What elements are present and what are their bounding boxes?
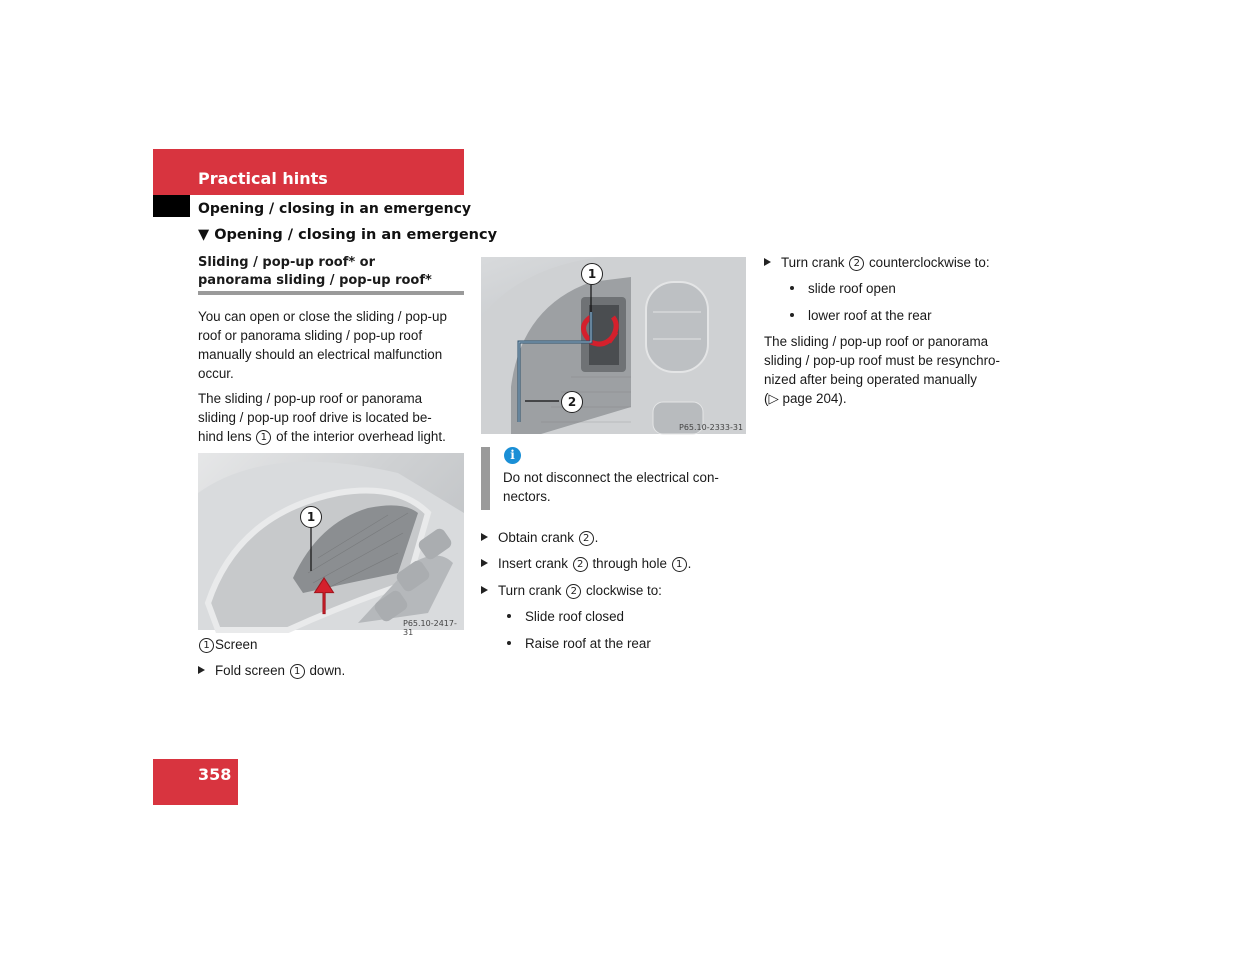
text-line: You can open or close the sliding / pop-up (198, 309, 447, 324)
text-span: . (687, 556, 692, 571)
callout-ref-2: 2 (573, 557, 588, 572)
bullet-dot (507, 641, 511, 645)
step-arrow-icon (764, 258, 771, 266)
legend-text: Screen (215, 637, 258, 652)
photo2-callout-1: 1 (581, 263, 603, 285)
text-line: occur. (198, 366, 234, 381)
text-line (198, 427, 473, 446)
subsection-title: Opening / closing in an emergency (198, 201, 472, 217)
bullet-dot (790, 313, 794, 317)
callout-ref-2: 2 (579, 531, 594, 546)
text-span: down. (309, 663, 346, 678)
bullet-text: slide roof open (808, 281, 896, 296)
col3-paragraph (764, 332, 1029, 408)
text-line: nized after being operated manually (764, 372, 977, 387)
text-line: nectors. (503, 489, 551, 504)
section-marker-block (153, 195, 190, 217)
col2-step-1 (481, 528, 598, 547)
col2-bullet-2 (507, 634, 651, 653)
page-reference[interactable]: (▷ page 204). (764, 391, 847, 406)
note-text (503, 468, 743, 506)
legend-number-1: 1 (199, 638, 214, 653)
subhead-rule (198, 291, 464, 295)
text-span: Obtain crank (498, 530, 574, 545)
col2-step-3 (481, 581, 662, 600)
step-arrow-icon (481, 559, 488, 567)
callout-ref-1: 1 (256, 430, 271, 445)
info-icon (504, 447, 521, 464)
photo1-legend (198, 635, 257, 654)
info-glyph: i (510, 448, 515, 462)
text-span: clockwise to: (585, 583, 662, 598)
heading-triangle-icon: ▼ (198, 227, 210, 243)
col3-step (764, 253, 990, 272)
note-bar (481, 447, 490, 510)
text-span: hind lens (198, 429, 252, 444)
overhead-light-photo (198, 453, 464, 637)
step-arrow-icon (198, 666, 205, 674)
step-arrow-icon (481, 533, 488, 541)
callout-ref-1: 1 (290, 664, 305, 679)
text-span: through hole (592, 556, 667, 571)
bullet-text: lower roof at the rear (808, 308, 932, 323)
photo1-code: P65.10-2417-31 (403, 619, 457, 637)
page-ref-text: page 204). (782, 391, 847, 406)
photo1-callout-1: 1 (300, 506, 322, 528)
text-line: sliding / pop-up roof drive is located be- (198, 410, 432, 425)
text-span: Turn crank (498, 583, 562, 598)
bullet-text: Raise roof at the rear (525, 636, 651, 651)
text-line: sliding / pop-up roof must be resynchro- (764, 353, 1000, 368)
photo2-code: P65.10-2333-31 (679, 423, 744, 432)
page-number: 358 (198, 765, 232, 784)
crank-photo (481, 257, 746, 434)
text-line: manually should an electrical malfunction (198, 347, 443, 362)
section-title: Practical hints (198, 169, 328, 188)
col2-bullet-1 (507, 607, 624, 626)
callout-ref-2: 2 (566, 584, 581, 599)
text-span: Fold screen (215, 663, 285, 678)
text-line: Do not disconnect the electrical con- (503, 470, 719, 485)
heading-title: Opening / closing in an emergency (214, 227, 498, 243)
overhead-light-illustration (198, 453, 464, 630)
photo2-callout-2: 2 (561, 391, 583, 413)
text-span: of the interior overhead light. (276, 429, 446, 444)
col1-subhead: Sliding / pop-up roof* or panorama sliding / pop-up roof* (198, 255, 432, 288)
text-span: Turn crank (781, 255, 845, 270)
step-arrow-icon (481, 586, 488, 594)
col1-paragraph-1 (198, 307, 468, 383)
col3-bullet-1 (790, 279, 896, 298)
text-span: Insert crank (498, 556, 568, 571)
text-line: The sliding / pop-up roof or panorama (764, 334, 989, 349)
page-ref-arrow-icon: ▷ (768, 391, 779, 406)
text-line: roof or panorama sliding / pop-up roof (198, 328, 423, 343)
bullet-dot (507, 614, 511, 618)
crank-illustration (481, 257, 746, 434)
callout-ref-1: 1 (672, 557, 687, 572)
text-line: The sliding / pop-up roof or panorama (198, 391, 423, 406)
col1-paragraph-2 (198, 389, 473, 446)
text-span: counterclockwise to: (868, 255, 990, 270)
callout-ref-2: 2 (849, 256, 864, 271)
col1-step (198, 661, 345, 680)
text-span: . (594, 530, 599, 545)
bullet-text: Slide roof closed (525, 609, 624, 624)
bullet-dot (790, 286, 794, 290)
col2-step-2 (481, 554, 691, 573)
main-heading (198, 227, 497, 243)
col3-bullet-2 (790, 306, 932, 325)
